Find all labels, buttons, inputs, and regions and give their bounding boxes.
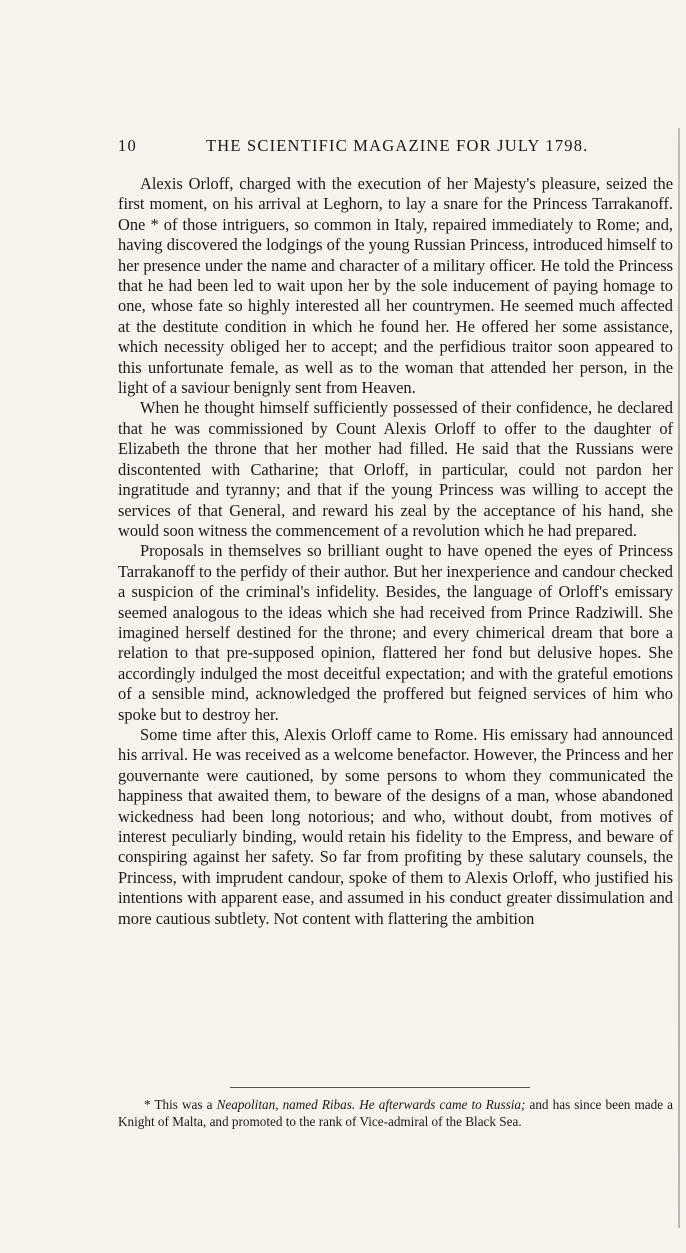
paragraph: Some time after this, Alexis Orloff came to Rome. His emissary had announced his arrival. He was received as a welcome benefactor. However, the Princess and her gouvernante were cautioned, by some persons to whom they communicated the happiness that awaited them, to beware of the designs of a man, whose abandoned wickedness had been long notorious; and who, without doubt, from motives of interest peculiarly binding, would retain his fidelity to the Empress, and beware of conspiring against her safety. So far from profiting by these salutary counsels, the Princess, with imprudent candour, spoke of them to Alexis Orloff, who justified his intentions with apparent ease, and assumed in his conduct greater dissimulation and more cautious subtlety. Not content with flattering the ambition: [118, 724, 673, 928]
page-number: 10: [118, 136, 137, 155]
footnote: [118, 1096, 673, 1130]
footnote-divider: [230, 1087, 530, 1088]
paragraph: Proposals in themselves so brilliant ought to have opened the eyes of Princess Tarrakanoff to the perfidy of their author. But her inexperience and candour checked a suspicion of the criminal's infidelity. Besides, the language of Orloff's emissary seemed analogous to the ideas which she had received from Prince Radziwill. She imagined herself destined for the throne; and every chimerical dream that bore a relation to that pre-supposed opinion, flattered her fond but delusive hopes. She accordingly indulged the most deceitful expectation; and with the grateful emotions of a sensible mind, acknowledged the proffered but feigned services of him who spoke but to destroy her.: [118, 541, 673, 724]
page-edge-shadow: [678, 128, 680, 1228]
footnote-marker: * This was a: [144, 1097, 213, 1112]
paragraph: When he thought himself sufficiently possessed of their confidence, he declared that he was commissioned by Count Alexis Orloff to offer to the daughter of Elizabeth the throne that her mother had filled. He said that the Russians were discontented with Catharine; that Orloff, in particular, could not pardon her ingratitude and tyranny; and that if the young Princess was willing to accept the services of that General, and reward his zeal by the acceptance of his hand, she would soon witness the commencement of a revolution which he had prepared.: [118, 398, 673, 540]
footnote-italic-text: Neapolitan, named Ribas. He afterwards came to Russia;: [216, 1097, 526, 1112]
paragraph: Alexis Orloff, charged with the execution of her Majesty's pleasure, seized the first moment, on his arrival at Leghorn, to lay a snare for the Princess Tarrakanoff. One * of those intriguers, so common in Italy, repaired immediately to Rome; and, having discovered the lodgings of the young Russian Princess, introduced himself to her presence under the name and character of a military officer. He told the Princess that he had been led to wait upon her by the sole inducement of paying homage to one, whose fate so highly interested all her countrymen. He seemed much affected at the destitute condition in which he found her. He offered her some assistance, which necessity obliged her to accept; and the perfidious traitor soon appeared to this unfortunate female, as well as to the woman that attended her person, in the light of a saviour benignly sent from Heaven.: [118, 174, 673, 398]
running-title: THE SCIENTIFIC MAGAZINE FOR JULY 1798.: [206, 136, 589, 155]
article-body: [118, 174, 673, 929]
footnote-text: and has since been made a Knight of Malta, and promoted to the rank of Vice-admiral of the Black Sea.: [118, 1097, 674, 1129]
running-header: [118, 136, 673, 156]
